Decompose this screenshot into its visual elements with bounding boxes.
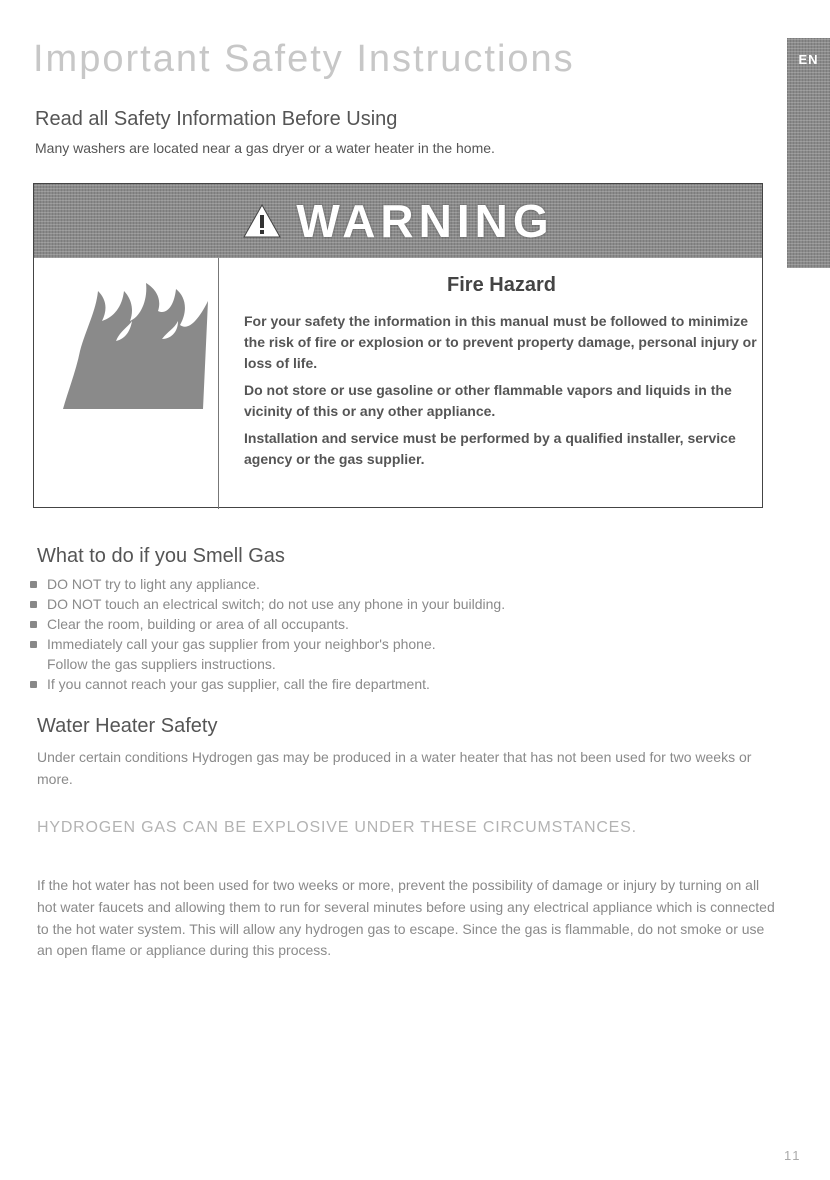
page-title: Important Safety Instructions (33, 38, 575, 80)
list-item (30, 654, 770, 674)
smell-gas-list (30, 574, 770, 694)
warning-paragraph: Installation and service must be performed by a qualified installer, service agency or the gas supplier. (244, 430, 736, 467)
square-bullet-icon (30, 581, 37, 588)
fire-hazard-heading: Fire Hazard (447, 274, 556, 296)
warning-box (33, 183, 763, 508)
square-bullet-icon (30, 621, 37, 628)
hot-water-instructions: If the hot water has not been used for two weeks or more, prevent the possibility of damage or injury by turning on all hot water faucets and allowing them to run for several minutes before using any electrical appliance which is connected to the hot water system. This will allow any hydrogen gas to escape. Since the gas is flammable, do not smoke or use an open flame or appliance during this process. (37, 877, 775, 959)
list-item (30, 574, 770, 594)
smell-gas-heading: What to do if you Smell Gas (37, 545, 285, 567)
flame-icon (58, 281, 208, 411)
water-heater-heading: Water Heater Safety (37, 715, 218, 737)
list-item-text: DO NOT try to light any appliance. (47, 576, 260, 592)
list-item-text: Clear the room, building or area of all occupants. (47, 616, 349, 632)
list-item (30, 614, 770, 634)
warning-paragraph: Do not store or use gasoline or other flammable vapors and liquids in the vicinity of this or any other appliance. (244, 382, 732, 419)
read-safety-text: Many washers are located near a gas dryer or a water heater in the home. (35, 140, 495, 156)
language-tab-label: EN (798, 52, 819, 67)
page-number: 11 (784, 1148, 802, 1163)
square-bullet-icon (30, 601, 37, 608)
warning-divider (218, 258, 219, 509)
warning-word: WARNING (296, 195, 554, 247)
list-item-text: Immediately call your gas supplier from your neighbor's phone. (47, 636, 436, 652)
list-item (30, 634, 770, 654)
list-item-text: If you cannot reach your gas supplier, call the fire department. (47, 676, 430, 692)
list-item-text: Follow the gas suppliers instructions. (47, 656, 276, 672)
water-heater-text: Under certain conditions Hydrogen gas may be produced in a water heater that has not been used for two weeks or more. (37, 749, 752, 787)
language-tab (787, 38, 830, 268)
square-bullet-icon (30, 641, 37, 648)
hydrogen-warning: HYDROGEN GAS CAN BE EXPLOSIVE UNDER THESE CIRCUMSTANCES. (37, 819, 637, 836)
warning-triangle-icon (242, 203, 282, 239)
list-item (30, 674, 770, 694)
warning-paragraph: For your safety the information in this manual must be followed to minimize the risk of fire or explosion or to prevent property damage, personal injury or loss of life. (244, 313, 757, 371)
square-bullet-icon (30, 681, 37, 688)
read-safety-heading: Read all Safety Information Before Using (35, 108, 398, 130)
list-item (30, 594, 770, 614)
warning-content (244, 270, 759, 476)
list-item-text: DO NOT touch an electrical switch; do not use any phone in your building. (47, 596, 506, 612)
warning-banner (34, 184, 762, 258)
